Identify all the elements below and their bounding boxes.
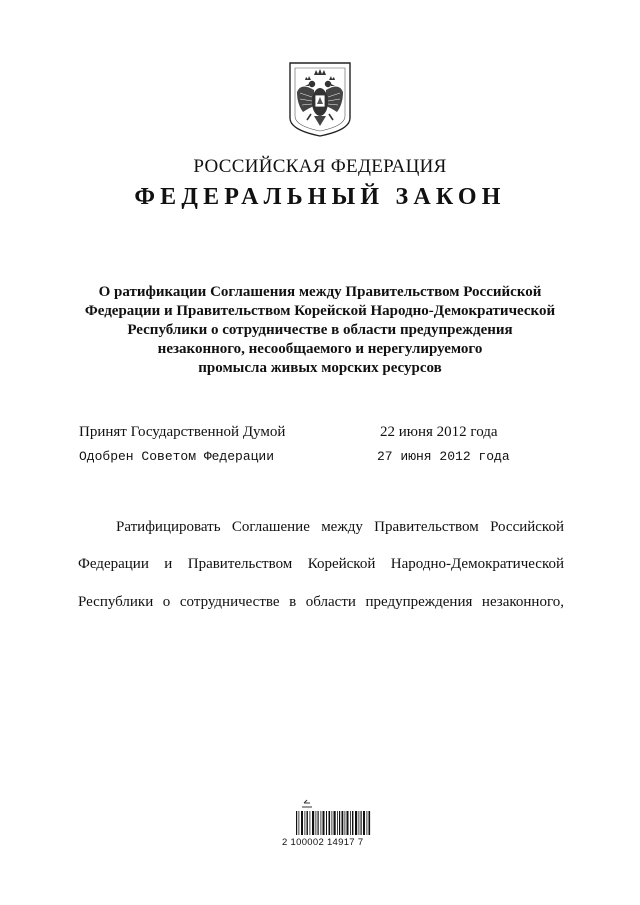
law-title-line: О ратификации Соглашения между Правительством Российской [98,284,542,300]
barcode [292,799,378,857]
barcode-number: 2 100002 14917 7 [282,837,364,848]
country-name: РОССИЙСКАЯ ФЕДЕРАЦИЯ [193,156,447,177]
body-text-line: Республики о сотрудничестве в области предупреждения незаконного, [78,594,564,610]
council-approval-label: Одобрен Советом Федерации [79,449,275,464]
body-text-line: Федерации и Правительством Корейской Народно-Демократической [78,556,564,572]
law-title [60,283,580,378]
document-type-heading: ФЕДЕРАЛЬНЫЙ ЗАКОН [134,184,506,210]
law-title-line: промысла живых морских ресурсов [198,360,442,376]
law-title-line: Республики о сотрудничестве в области предупреждения [127,322,513,338]
council-approval-date: 27 июня 2012 года [377,449,510,464]
law-title-line: Федерации и Правительством Корейской Народно-Демократической [84,303,556,319]
coat-of-arms-emblem [287,60,353,138]
duma-adoption-date: 22 июня 2012 года [380,424,498,440]
law-title-line: незаконного, несообщаемого и нерегулируемого [157,341,483,357]
body-text-line: Ратифицировать Соглашение между Правительством Российской [116,519,564,535]
duma-adoption-label: Принят Государственной Думой [79,424,286,440]
